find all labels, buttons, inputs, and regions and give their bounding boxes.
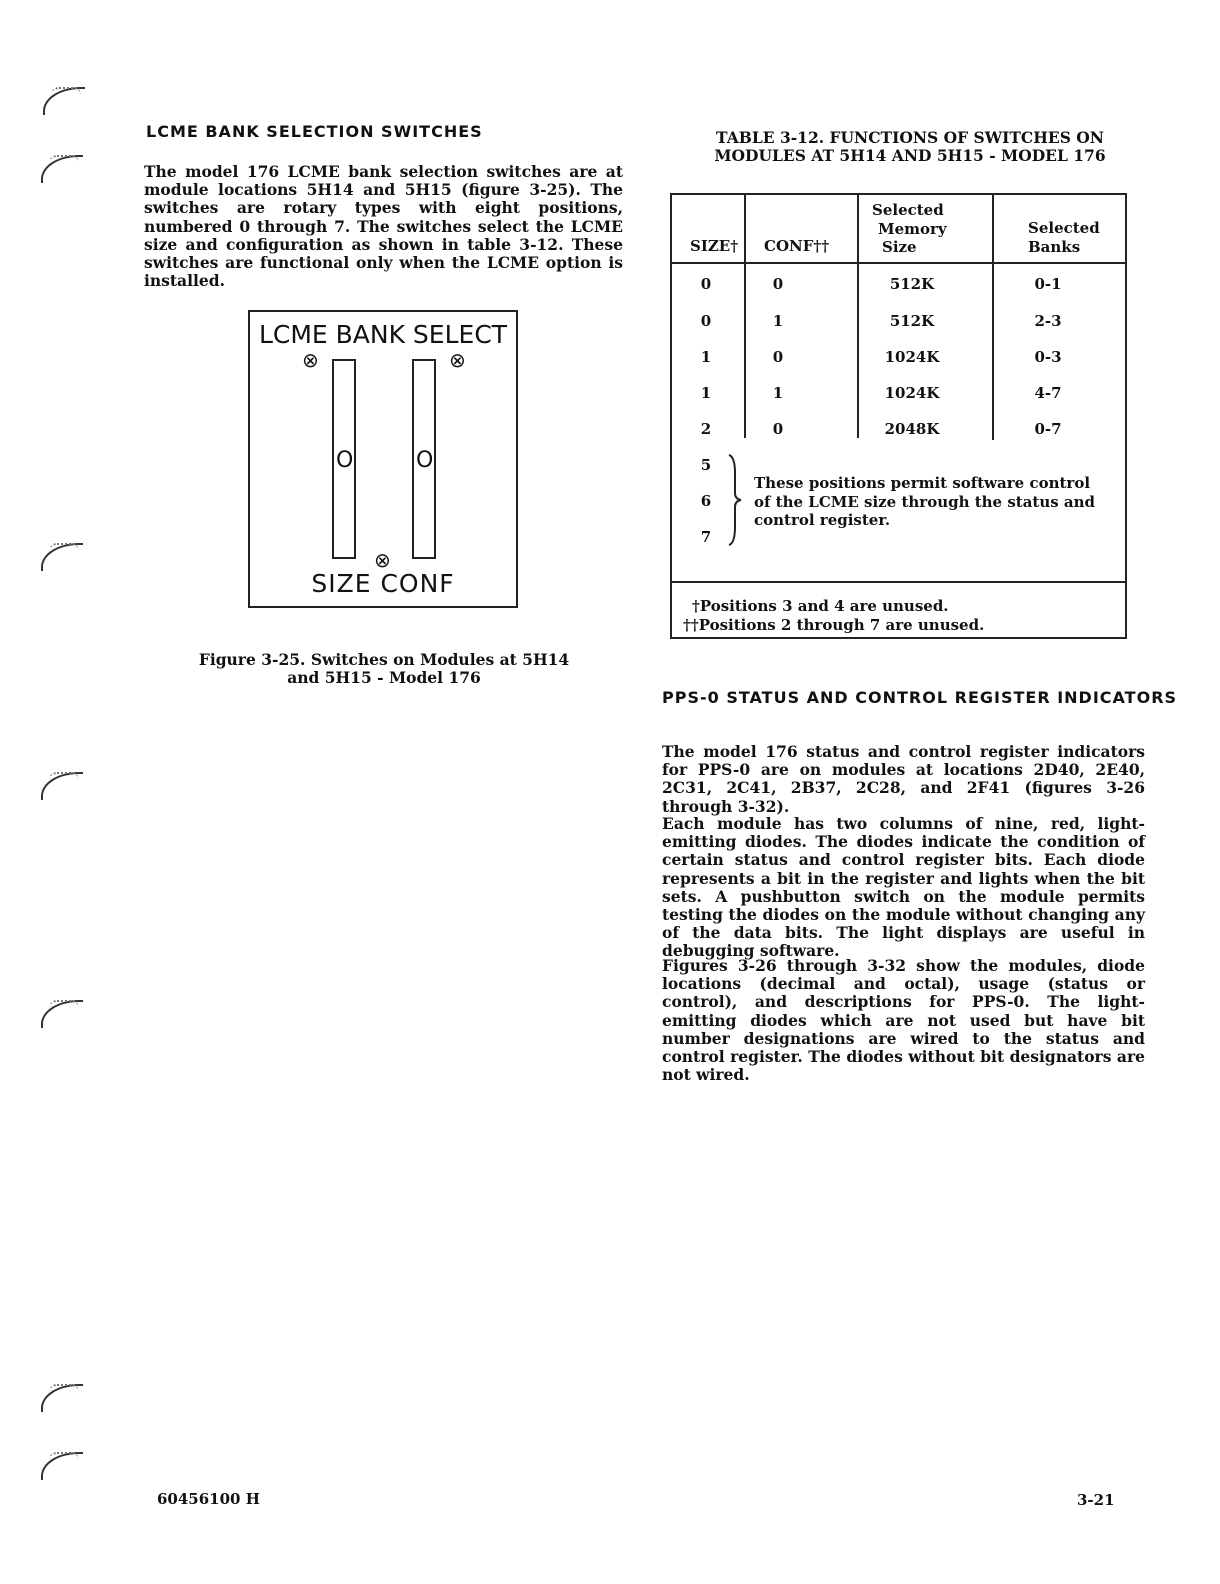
note-line: control register. (754, 511, 891, 529)
caption-line: Figure 3-25. Switches on Modules at 5H14 (198, 650, 570, 669)
cell-size: 1 (700, 384, 712, 402)
section-heading-lcme: LCME BANK SELECTION SWITCHES (146, 122, 483, 141)
screw-icon: ⊗ (302, 348, 319, 372)
cell-size: 2 (700, 420, 712, 438)
table-title (660, 129, 1160, 165)
cell-memory: 2048K (884, 420, 940, 438)
table-rule (672, 262, 1127, 264)
section-heading-pps0: PPS-0 STATUS AND CONTROL REGISTER INDICATORS (662, 688, 1178, 707)
cell-banks: 0-7 (1034, 420, 1062, 438)
cell-size: 7 (700, 528, 712, 546)
header-selected-banks (1028, 219, 1100, 256)
cell-size: 0 (700, 312, 712, 330)
header-size: SIZE† (690, 237, 739, 255)
panel-footer: SIZE CONF (311, 569, 455, 598)
pps0-paragraph-2: Each module has two columns of nine, red, light-emitting diodes. The diodes indicate the condition of certain status and control register bits. Each diode represents a bit in the register and lights when the bit sets. A pushbutton switch on the module permits testing the diodes on the module without changing any of the data bits. The light displays are useful in debugging software. (662, 814, 1145, 961)
panel-title: LCME BANK SELECT (258, 320, 508, 349)
note-line: of the LCME size through the status and (754, 492, 1096, 511)
table-rule (857, 195, 859, 438)
cell-memory: 1024K (884, 348, 940, 366)
binder-hole-mark (41, 1384, 83, 1412)
conf-switch-position: O (416, 448, 434, 473)
header-conf: CONF†† (764, 237, 830, 255)
pps0-paragraph-1: The model 176 status and control register indicators for PPS-0 are on modules at locations 2D40, 2E40, 2C31, 2C41, 2B37, 2C28, and 2F41 (figures 3-26 through 3-32). (662, 742, 1145, 816)
binder-hole-mark (41, 1000, 83, 1028)
header-memory-size (872, 201, 947, 257)
binder-hole-mark (43, 87, 85, 115)
cell-conf: 0 (772, 275, 784, 293)
cell-memory: 512K (889, 312, 935, 330)
cell-size: 6 (700, 492, 712, 510)
table-rule (992, 195, 994, 440)
screw-icon: ⊗ (374, 548, 391, 572)
size-switch-position: O (336, 448, 354, 473)
note-line: These positions permit software control (754, 474, 1091, 492)
cell-conf: 0 (772, 348, 784, 366)
footnote: †Positions 3 and 4 are unused. (692, 597, 949, 615)
screw-icon: ⊗ (449, 348, 466, 372)
cell-conf: 1 (772, 384, 784, 402)
header-line: Selected (872, 201, 944, 219)
header-line: Memory (878, 219, 947, 238)
header-line: Selected (1028, 219, 1100, 237)
header-line: Size (882, 238, 917, 256)
lcme-bank-select-figure (248, 310, 518, 608)
lcme-paragraph: The model 176 LCME bank selection switches are at module locations 5H14 and 5H15 (figure 3-25). The switches are rotary types with eight positions, numbered 0 through 7. The switches select the LCME size and configuration as shown in table 3-12. These switches are functional only when the LCME option is installed. (144, 162, 623, 291)
caption-line: and 5H15 - Model 176 (287, 668, 481, 687)
cell-banks: 0-3 (1034, 348, 1062, 366)
table-title-line: MODULES AT 5H14 AND 5H15 - MODEL 176 (714, 146, 1106, 165)
table-title-line: TABLE 3-12. FUNCTIONS OF SWITCHES ON (716, 128, 1104, 147)
binder-hole-mark (41, 155, 83, 183)
header-line: Banks (1028, 237, 1081, 256)
cell-banks: 2-3 (1034, 312, 1062, 330)
binder-hole-mark (41, 543, 83, 571)
cell-banks: 0-1 (1034, 275, 1062, 293)
switch-functions-table (670, 193, 1127, 639)
footnote: ††Positions 2 through 7 are unused. (683, 616, 985, 634)
cell-conf: 1 (772, 312, 784, 330)
binder-hole-mark (41, 1452, 83, 1480)
cell-banks: 4-7 (1034, 384, 1062, 402)
table-rule (744, 195, 746, 438)
cell-size: 0 (700, 275, 712, 293)
figure-caption (194, 651, 574, 687)
table-rule (672, 581, 1127, 583)
software-note (754, 474, 1095, 530)
binder-hole-mark (41, 772, 83, 800)
cell-size: 5 (700, 456, 712, 474)
page-number: 3-21 (1077, 1491, 1115, 1509)
cell-memory: 1024K (884, 384, 940, 402)
cell-size: 1 (700, 348, 712, 366)
document-number: 60456100 H (157, 1490, 260, 1508)
brace-icon (726, 453, 744, 547)
cell-conf: 0 (772, 420, 784, 438)
pps0-paragraph-3: Figures 3-26 through 3-32 show the modules, diode locations (decimal and octal), usage (status or control), and descriptions for PPS-0. The light-emitting diodes which are not used but have bit number designations are wired to the status and control register. The diodes without bit designators are not wired. (662, 956, 1145, 1085)
cell-memory: 512K (889, 275, 935, 293)
